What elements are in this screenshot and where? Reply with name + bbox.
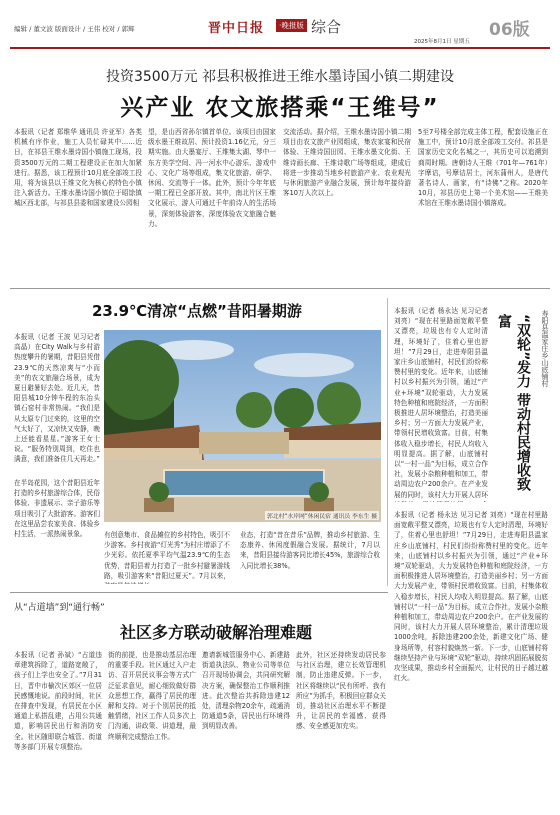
issue-date: 2025年8月1日 星期五	[414, 39, 470, 45]
article2-column-3: 业态，打造“昔在昔乐”品牌，推动乡村旅游、生态康养、休闲度假融合发展。据统计，7月以来，昔阳县接待游客同比增长45%，旅游综合收入同比增长38%。	[240, 531, 380, 570]
article3-headline: 社区多方联动破解治理难题	[120, 623, 313, 642]
article3-column-3: 邀请新城管服务中心、新建路街道执法队、物业公司等单位召开现场协调会，共同研究解决方案，确保整治工作顺利推进。此次整治共拆除违建12处，清理杂物20余车，疏通消防通道5条，居民出行环境得到明显改善。	[202, 651, 290, 731]
editor-credits: 编辑 / 董文波 版面设计 / 王伟 校对 / 郭辉	[14, 25, 135, 33]
article1-headline: 兴产业 农文旅搭乘“王维号”	[120, 95, 440, 121]
article3-column-2: 街的前提，也是推动基层治理的重要手段。社区通过入户走访、召开居民议事会等方式广泛征求意见，耐心细致做好群众思想工作，赢得了居民的理解和支持。对于个别居民的抵触情绪，社区工作人员多次上门沟通，讲政策、讲道理，最终顺利完成整治工作。	[108, 651, 196, 741]
article3-column-4: 此外，社区还持续发动居民参与社区治理，建立长效管理机制，防止违建反弹。下一步，社区将继续以“民有所呼、我有所应”为抓手，积极回应群众关切，推动社区治理水平不断提升，让居民的幸福感、获得感、安全感更加充实。	[296, 651, 386, 731]
sidebar-headline: “双轮”发力 带动村民增收致富	[496, 314, 531, 492]
section-divider	[10, 288, 550, 289]
header-rule	[10, 47, 550, 49]
article2-headline: 23.9℃清凉“点燃”昔阳暑期游	[92, 302, 302, 320]
section-name: 综合	[311, 18, 342, 36]
article2-column-1: 本报讯（记者 王波 见习记者 高晶）在City Walk与乡村游热度攀升的暑期，昔阳县凭借23.9℃的天然凉爽与“小而美”的农文旅融合场景，成为夏日避暑好去处。近几天，昔阳县城10分钟车程的东冶头镇石窑村非常热闹。“我们是从太原专门过来的，这里的空气太好了，又凉快又安静，晚上还能看星星。”游客王女士说。“服务特别周到，吃住也满意，我们准备住几天再走。”	[14, 333, 100, 464]
page-header	[0, 0, 560, 48]
article1-column-3: 交流活动。据介绍，王维水墨诗国小镇二期项目由农文旅产业园组成，集农家宴和民宿体验、王维诗国田园、王维水墨文化街、王维诗画长廊、王维诗歌广场等组成，建成后将进一步推动当地乡村旅游产业、农业观光与休闲旅游产业融合发展，预计每年接待游客10万人次以上。	[283, 128, 411, 198]
sidebar-text-bottom: 本报讯（记者 杨永达 见习记者 刘亮）“现在村里路面宽敞平整又漂亮，垃圾也有专人定时清理，环境好了，住着心里也舒坦！”7月29日，走进寿阳县温家庄乡山底铺村，村民们纷纷称赞村里的变化。近年来，山底铺村以乡村振兴为引领，通过“产业+环境”双轮驱动，大力发展特色种植和庭院经济，一方面积极推进人居环境整治，打造美丽乡村；另一方面大力发展产业，带领村民增收致富。目前，村集体收入稳步增长，村民人均收入明显提高。据了解，山底铺村以“一村一品”为目标，成立合作社，发展小杂粮种植和加工，带动周边农户200余户。在产业发展的同时，该村大力开展人居环境整治，累计清理垃圾1000余吨，拆除违建200余处，新建文化广场、健身场所等，村容村貌焕然一新。下一步，山底铺村将继续坚持产业与环境“双轮”驱动，持续巩固拓展脱贫攻坚成果，推动乡村全面振兴，让村民的日子越过越红火。	[394, 511, 548, 683]
edition-tag: ·晚报版	[276, 19, 307, 32]
article1-column-2: 望，是山西省孙尔镇首单位。该项目由国家级水墨王维故居、预计投资1.16亿元，分三期实施。由大墨宴厅、王维集太湖、琴中一东方美学空间、冯一河水中心游乐、游戏中心、文化广场等组成，集文化旅游、研学、休闲、交流等于一体。此外，预计今年年底一期工程已全部开放。其中，南北片区王维文化展示，游人可通过千年前诗人的生活场景，深刻体验游客，深度体验农文旅融合魅力。	[148, 128, 276, 228]
article1-column-1: 本报讯（记者 郑维华 通讯员 许亚军）各类机械有序作业，施工人员忙碌其中……近日，在祁县王维水墨诗国小镇施工现场，投资3500万元的二期工程建设正在加大加紧进行。据悉，该工程预计10月底全部竣工投用，将为该县以王维文化为核心的特色小镇注入新活力。王维水墨诗国小镇位于昭馀镇城区西北部，与祁县县委和国家建设公园相	[14, 128, 142, 208]
page-number: 06版	[489, 20, 530, 40]
article3-kicker: 从“占道墙”到“通行畅”	[14, 603, 105, 613]
column-divider	[387, 298, 388, 586]
resort-photo	[104, 330, 381, 522]
newspaper-masthead: 晋中日报	[208, 21, 265, 36]
photo-caption: 郭北村“水岸网”休闲民宿 通讯员 李东生 摄	[265, 511, 379, 520]
article1-kicker: 投资3500万元 祁县积极推进王维水墨诗国小镇二期建设	[105, 69, 455, 85]
resort-photo-image	[104, 330, 381, 522]
article1-column-4: 5至7号楼全部完成主体工程，配套设施正在施工中，预计10月底全部竣工交付。祁县是国家历史文化名城之一，其历史可以追溯到商周时期。唐朝诗人王维（701年—761年）字摩诘，号摩诘居士，河东蒲州人，是唐代著名诗人、画家，有“诗佛”之称。2020年10月，祁县历史上第一个美术馆——王维美术馆在王维水墨诗国小镇落成。	[418, 128, 548, 208]
section-divider-2	[10, 592, 388, 593]
article3-column-1: 本报讯（记者 孙斌）“占道违章建筑拆除了，道路宽敞了，孩子们上学也安全了。”7月31日，晋中市榆次区郊区一位居民感慨地说。前段时间，社区在排查中发现，有居民在小区通道上私搭乱建，占用公共通道，影响居民出行和消防安全。社区随即联合城管、街道等多部门开展专项整治。	[14, 651, 102, 751]
article2-column-2: 有创意集市、食品摊位的乡村特色，吸引不少游客。乡村夜游“灯光秀”为村庄增添了不少光彩。依托夏季平均气温23.9℃的生态优势，昔阳县着力打造了一批乡村避暑游线路，吸引游客来“昔阳过夏天”。7月以来，	[104, 531, 230, 580]
sidebar-kicker: 寿阳县温家庄乡山底铺村	[541, 310, 549, 387]
sidebar-text-top: 本报讯（记者 杨永达 见习记者 刘亮）“现在村里路面宽敞平整又漂亮，垃圾也有专人定时清理，环境好了，住着心里也舒坦！”7月29日，走进寿阳县温家庄乡山底铺村，村民们纷纷称赞村里的变化。近年来，山底铺村以乡村振兴为引领，通过“产业+环境”双轮驱动，大力发展特色种植和庭院经济，一方面积极推进人居环境整治，打造美丽乡村；另一方面大力发展产业，带领村民增收致富。目前，村集体收入稳步增长，村民人均收入明显提高。据了解，山底铺村以“一村一品”为目标，成立合作社，发展小杂粮种植和加工，带动周边农户200余户。在产业发展的同时，该村大力开展人居环	[394, 307, 488, 499]
article2-column-1b: 在半岛花园，这个昔阳县近年打造的乡村旅游综合体，民俗体验、非遗展示、亲子游乐等项目吸引了大批游客。游客们在这里品尝农家美食、体验乡村生活，一派热闹景象。	[14, 479, 100, 539]
